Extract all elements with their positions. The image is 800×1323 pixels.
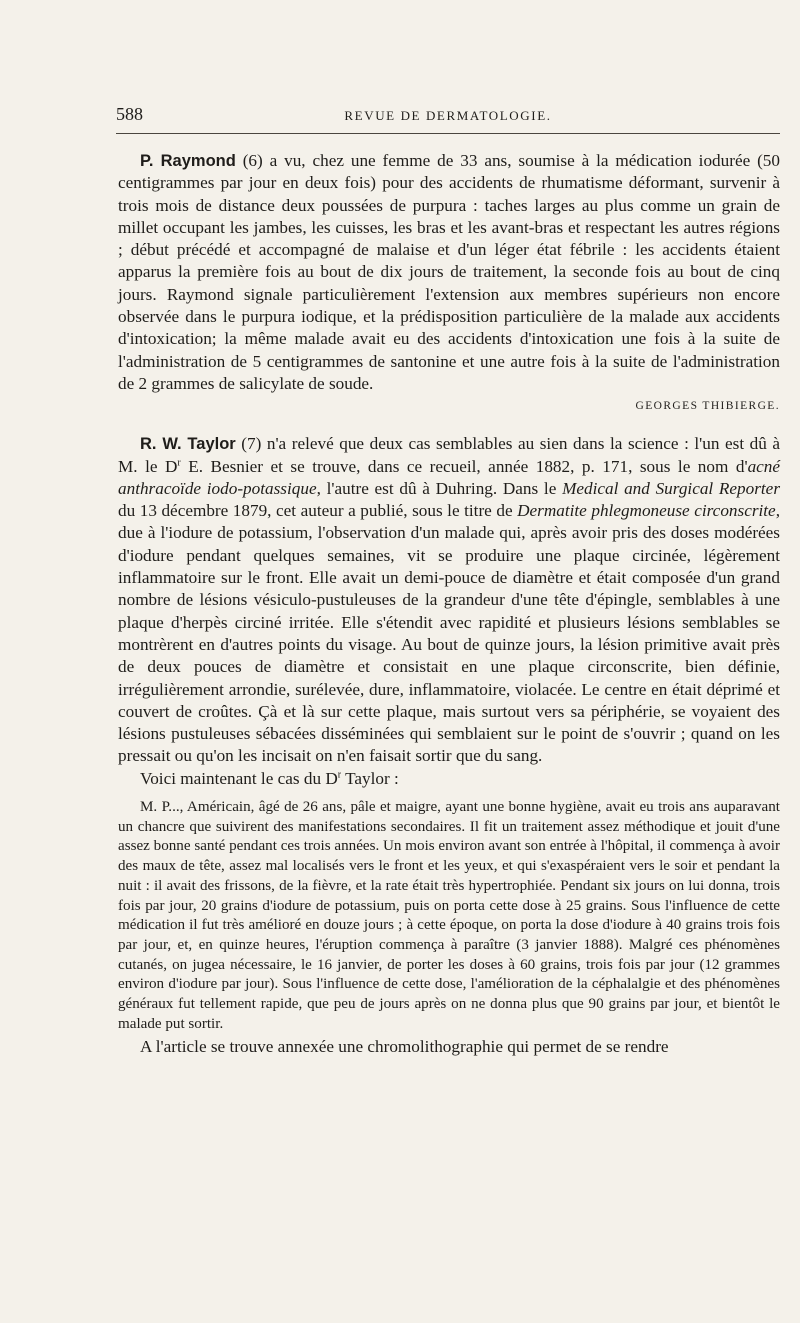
paragraph-raymond-text: (6) a vu, chez une femme de 33 ans, soumise à la médication iodurée (50 centigrammes par jour en deux fois) pour des accidents de rhumatisme déformant, survenir à trois mois de distance deux poussées de purpura : taches larges au plus comme un grain de millet occupant les jambes, les cuisses, les bras et les avant-bras et respectant les autres régions ; début précédé et accompagné de malaise et d'un léger état fébrile : les accidents étaient apparus la première fois au bout de dix jours de traitement, la seconde fois au bout de cinq jours. Raymond signale particulièrement l'extension aux membres supérieurs non encore observée dans le purpura iodique, et la prédisposition particulière de la malade aux accidents d'intoxication; la même malade avait eu des accidents d'intoxication une fois à la suite de l'administration de 5 centigrammes de santonine et une autre fois à la suite de l'administration de 2 grammes de salicylate de soude. xyxy=(118,151,780,393)
text-run: Voici maintenant le cas du D xyxy=(140,768,338,788)
paragraph-raymond xyxy=(118,150,780,395)
header-rule xyxy=(116,133,780,134)
italic-title: Dermatite phlegmoneuse circonscrite xyxy=(517,501,776,521)
superscript: r xyxy=(337,768,342,780)
signature: GEORGES THIBIERGE. xyxy=(635,400,780,413)
paragraph-taylor xyxy=(118,433,780,767)
running-head: REVUE DE DERMATOLOGIE. xyxy=(344,108,552,123)
text-run: du 13 décembre 1879, cet auteur a publié, sous le titre de xyxy=(118,501,518,521)
case-report-text: M. P..., Américain, âgé de 26 ans, pâle et maigre, ayant une bonne hygiène, avait eu trois ans auparavant un chancre que suivirent des manifestations secondaires. Il fit un traitement assez méthodique et jouit d'une assez bonne santé pendant ces trois années. Un mois environ avant son entrée à l'hôpital, il commença à avoir des maux de tête, assez mal localisés vers le front et les yeux, et qui s'exaspéraient vers le soir et pendant la nuit : il avait des frissons, de la fièvre, et la rate était très hypertrophiée. Pendant six jours on lui donna, trois fois par jour, 20 grains d'iodure de potassium, puis on porta cette dose à 25 grains. Sous l'influence de cette médication il fut très amélioré en douze jours ; à cette époque, on porta la dose d'iodure à 40 grains trois fois par jour, et, en quinze heures, l'éruption commença à paraître (3 janvier 1888). Malgré ces phénomènes cutanés, on jugea nécessaire, le 16 janvier, de porter les doses à 60 grains, trois fois par jour (12 grammes environ d'iodure par jour). Sous l'influence de cette dose, l'amélioration de la céphalalgie et des phénomènes généraux fut tellement rapide, que peu de jours après on ne donna plus que 90 grains par jour, et bientôt le malade put sortir. xyxy=(118,799,780,1032)
author-raymond: P. Raymond xyxy=(140,152,236,170)
final-line: A l'article se trouve annexée une chromolithographie qui permet de se rendre xyxy=(140,1037,669,1057)
page-header xyxy=(116,104,780,128)
italic-title: Medical and Surgical Reporter xyxy=(562,478,781,498)
paragraph-intro-case xyxy=(118,768,780,790)
text-run: , due à l'iodure de potassium, l'observation d'un malade qui, après avoir pris des doses modérées d'iodure pendant quelques semaines, vit se produire une plaque circinée, légèrement inflammatoire sur le front. Elle avait un demi-pouce de diamètre et était composée d'un grand nombre de lésions vésiculo-pustuleuses de la grandeur d'une tête d'épingle, semblables à une plaque d'herpès circiné irritée. Elle s'étendit avec rapidité et plusieurs lésions semblables se montrèrent en d'autres points du visage. Au bout de quinze jours, la lésion primitive avait près de deux pouces de diamètre et consistait en une plaque circonscrite, bien définie, irrégulièrement arrondie, surélevée, dure, inflammatoire, violacée. Le centre en était déprimé et couvert de croûtes. Çà et là sur cette plaque, mais surtout vers sa périphérie, se voyaient des lésions pustuleuses sébacées disséminées qui semblaient sur le point de s'ouvrir ; quand on les pressait ou qu'on les incisait on n'en faisait sortir que du sang. xyxy=(118,501,780,766)
text-run: E. Besnier et se trouve, dans ce recueil, année 1882, p. 171, sous le nom d' xyxy=(180,456,748,476)
case-report xyxy=(118,798,780,1034)
superscript: r xyxy=(177,456,181,468)
author-taylor: R. W. Taylor xyxy=(140,435,236,454)
article-body xyxy=(118,150,780,1059)
page-number: 588 xyxy=(116,104,143,124)
text-run: (7) n'a relevé que deux cas semblables au sien dans la science : l'un est dû à M. le D xyxy=(118,434,781,476)
italic-title: acné anthracoïde iodo-potassique xyxy=(118,456,781,498)
text-run: , l'autre est dû à Duhring. Dans le xyxy=(316,478,563,498)
text-run: Taylor : xyxy=(341,768,399,788)
